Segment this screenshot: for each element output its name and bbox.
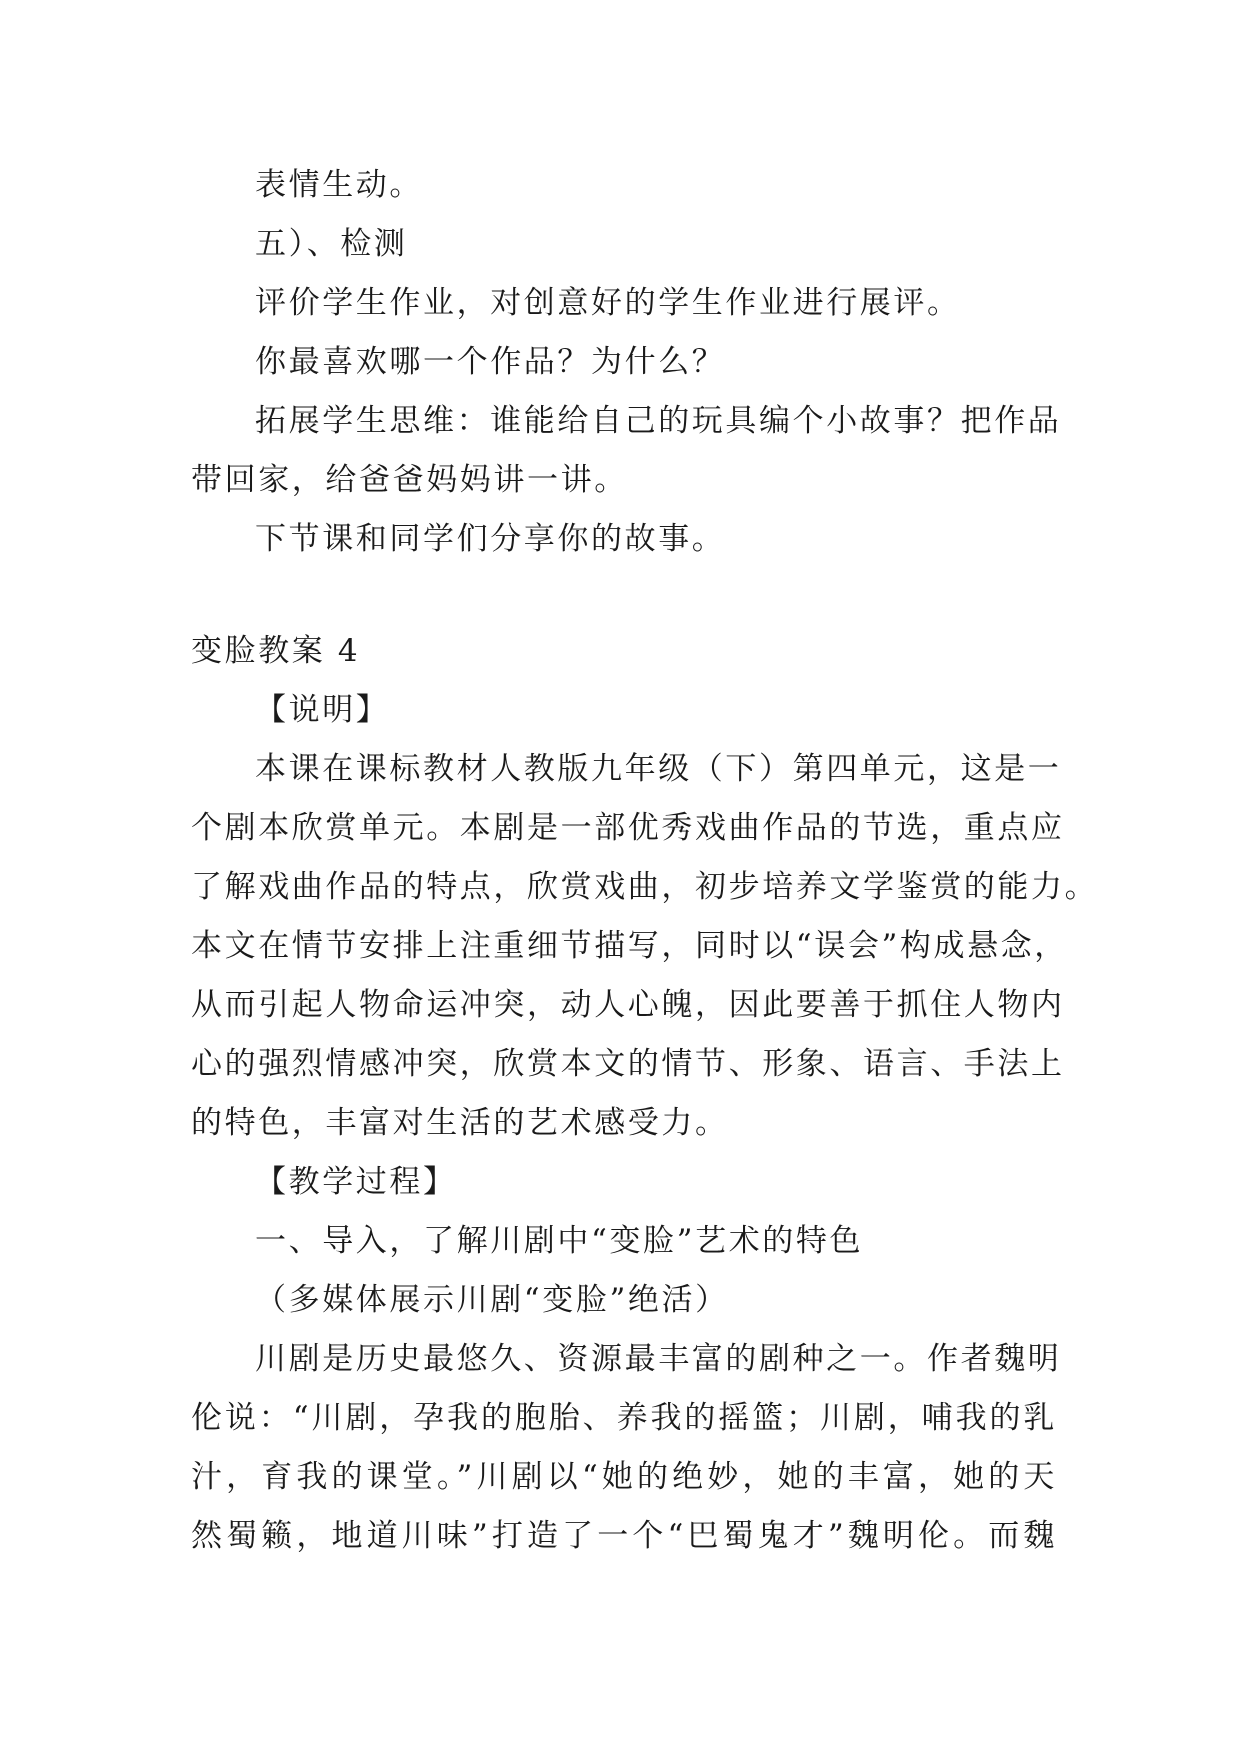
section-heading: 【说明】	[255, 692, 390, 728]
paragraph-line: 川剧是历史最悠久、资源最丰富的剧种之一。作者魏明	[255, 1341, 1062, 1377]
text-section-1	[191, 156, 1062, 569]
section-heading: 一、导入，了解川剧中“变脸”艺术的特色	[255, 1223, 864, 1259]
paragraph-line: 你最喜欢哪一个作品？为什么？	[255, 344, 726, 380]
paragraph-line: 个剧本欣赏单元。本剧是一部优秀戏曲作品的节选，重点应	[191, 810, 1065, 846]
paragraph-line: 本文在情节安排上注重细节描写，同时以“误会”构成悬念，	[191, 928, 1068, 964]
paragraph-line: 伦说：“川剧，孕我的胞胎、养我的摇篮；川剧，哺我的乳	[191, 1400, 1057, 1436]
section-heading: 五）、检测	[255, 226, 408, 262]
paragraph-line: 心的强烈情感冲突，欣赏本文的情节、形象、语言、手法上	[191, 1046, 1065, 1082]
paragraph-line: 表情生动。	[255, 167, 423, 203]
paragraph-line: 然蜀籁，地道川味”打造了一个“巴蜀鬼才”魏明伦。而魏	[191, 1518, 1057, 1554]
paragraph-line: 拓展学生思维：谁能给自己的玩具编个小故事？把作品	[255, 403, 1062, 439]
paragraph-line: 的特色，丰富对生活的艺术感受力。	[191, 1105, 729, 1141]
paragraph-line: 汁，育我的课堂。”川剧以“她的绝妙，她的丰富，她的天	[191, 1459, 1057, 1495]
document-title: 变脸教案 4	[191, 633, 361, 669]
paragraph-line: 评价学生作业，对创意好的学生作业进行展评。	[255, 285, 961, 321]
text-section-2	[191, 622, 1099, 1566]
paragraph-line: 本课在课标教材人教版九年级（下）第四单元，这是一	[255, 751, 1062, 787]
section-heading: 【教学过程】	[255, 1164, 457, 1200]
paragraph-line: 下节课和同学们分享你的故事。	[255, 521, 726, 557]
paragraph-line: 带回家，给爸爸妈妈讲一讲。	[191, 462, 628, 498]
paragraph-line: 了解戏曲作品的特点，欣赏戏曲，初步培养文学鉴赏的能力。	[191, 869, 1099, 905]
paragraph-line: （多媒体展示川剧“变脸”绝活）	[255, 1282, 729, 1318]
paragraph-line: 从而引起人物命运冲突，动人心魄，因此要善于抓住人物内	[191, 987, 1065, 1023]
